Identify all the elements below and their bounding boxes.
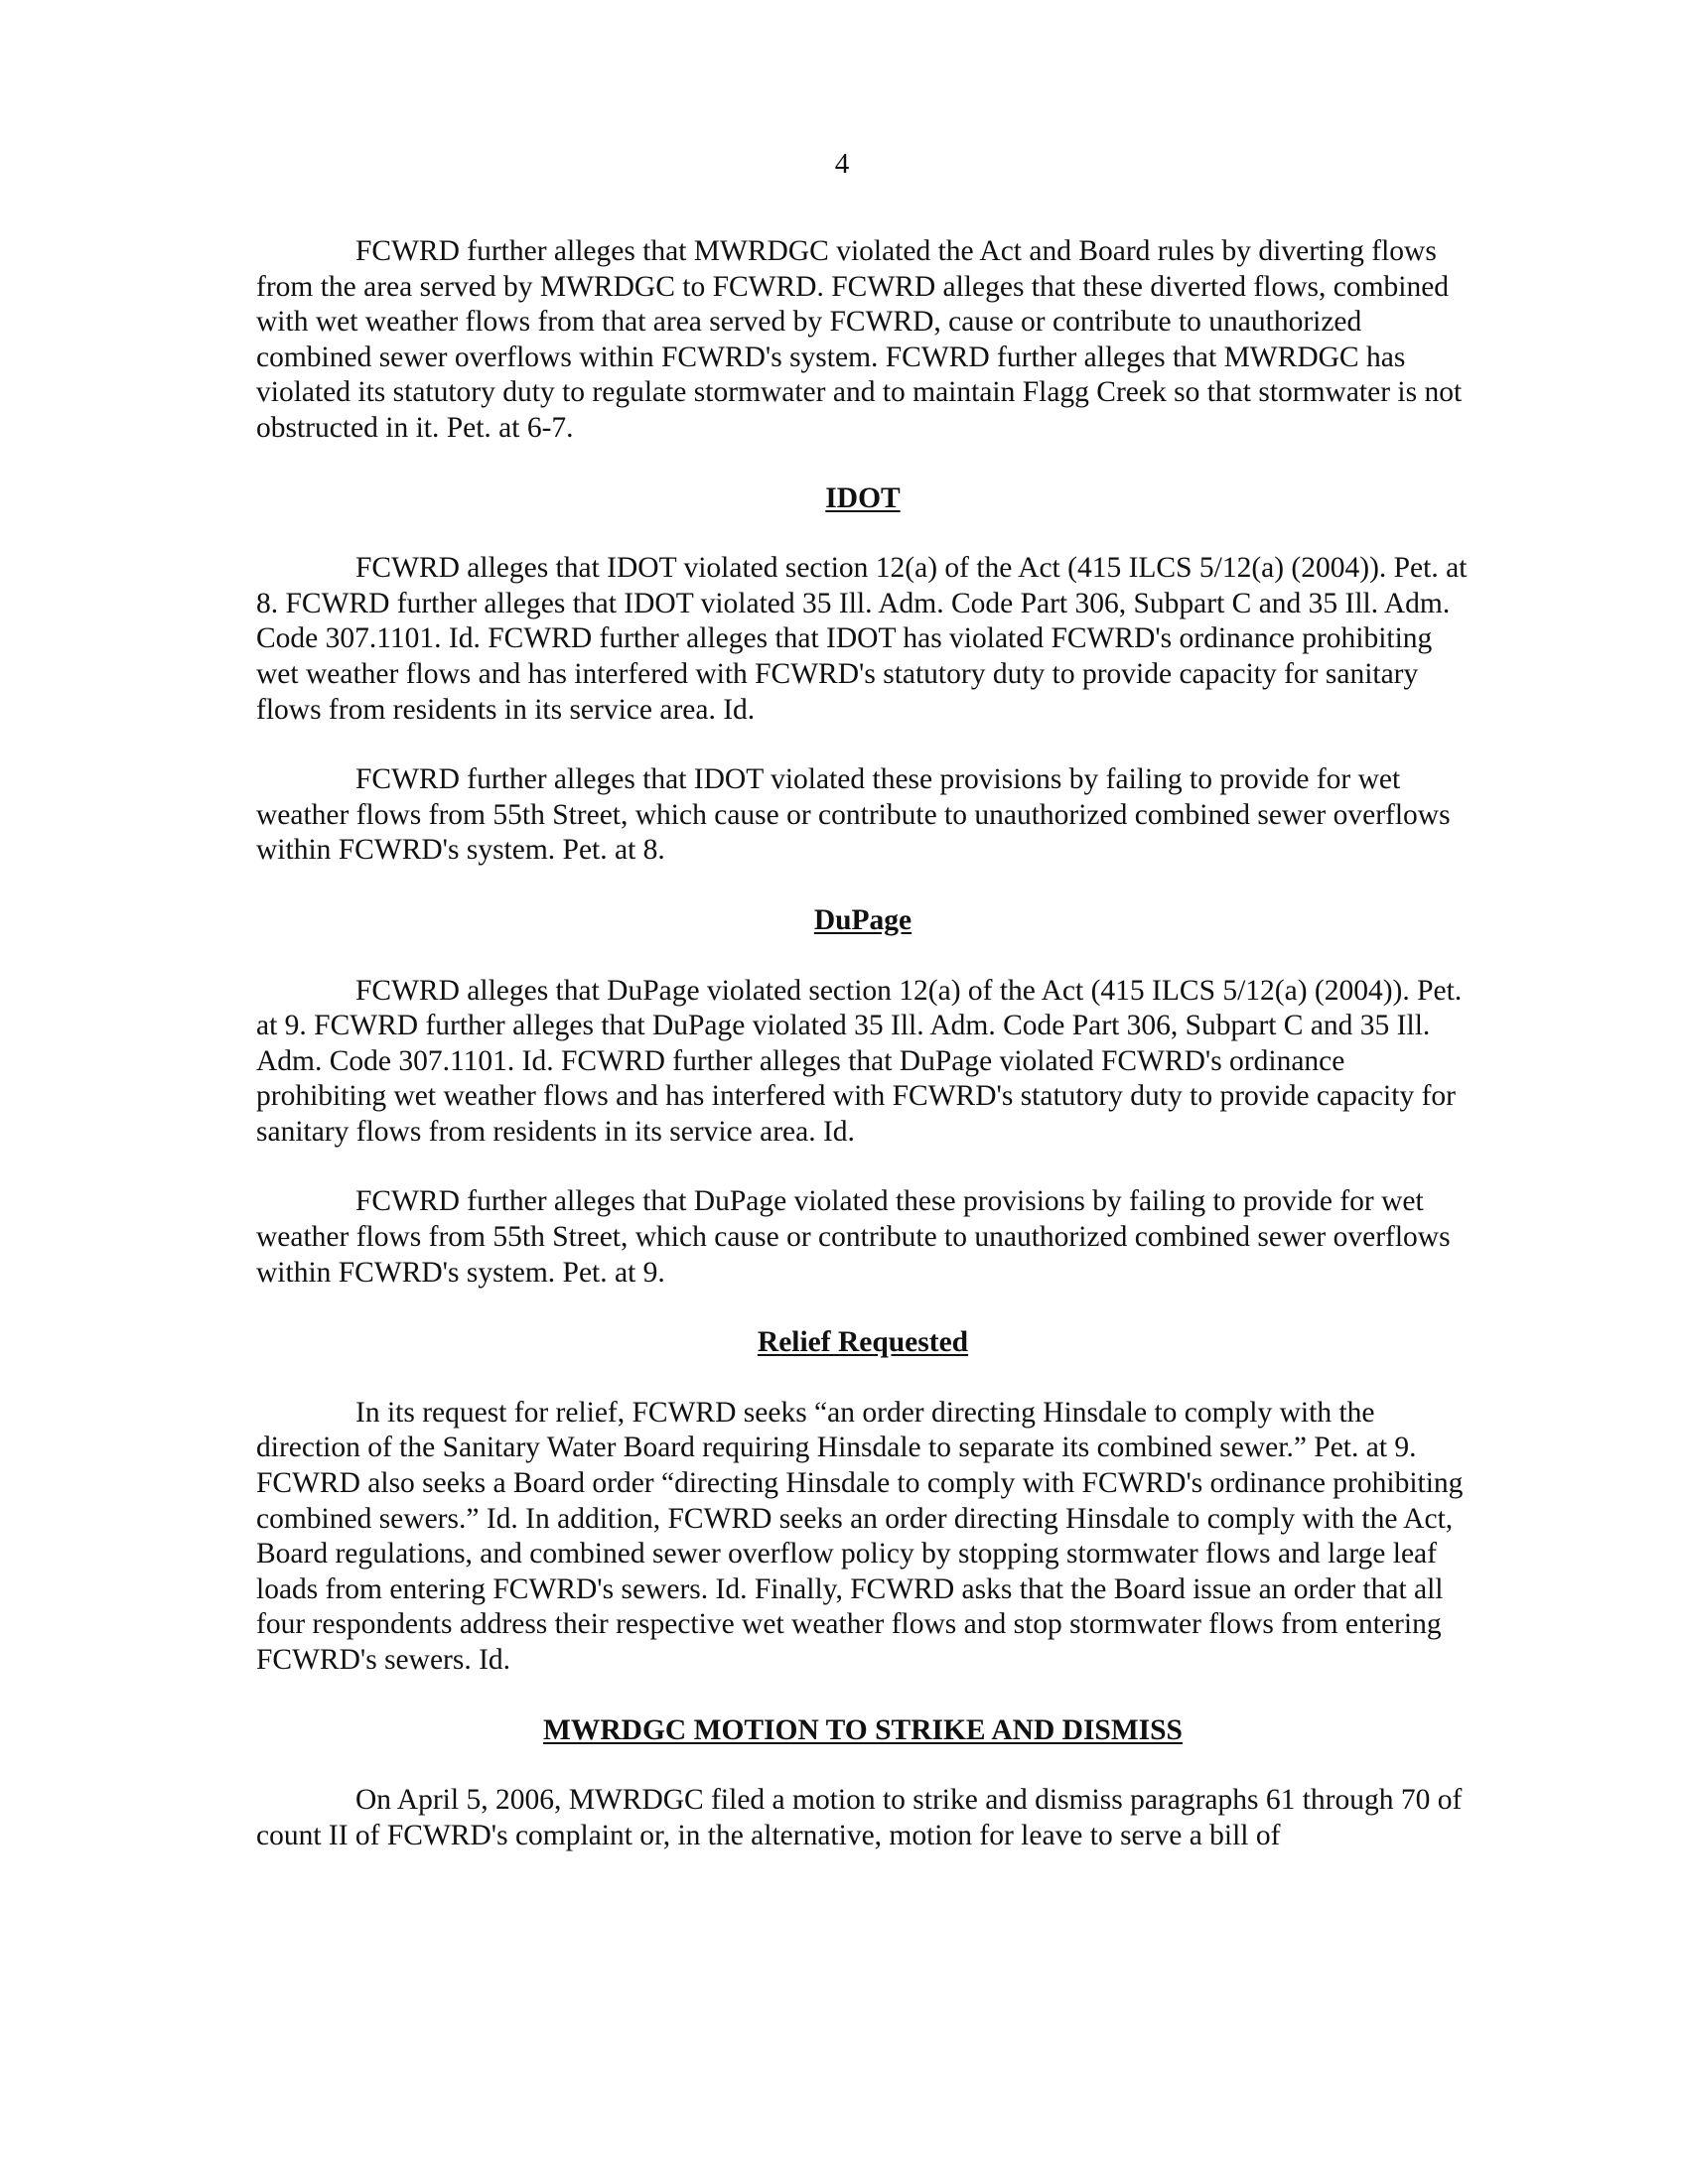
document-body: [256, 234, 1470, 1853]
paragraph-relief-requested: In its request for relief, FCWRD seeks “an order directing Hinsdale to comply with the direction of the Sanitary Water Board requiring Hinsdale to separate its combined sewer.” Pet. at 9. FCWRD also seeks a Board order “directing Hinsdale to comply with FCWRD's ordinance prohibiting combined sewers.” Id. In addition, FCWRD seeks an order directing Hinsdale to comply with the Act, Board regulations, and combined sewer overflow policy by stopping stormwater flows and large leaf loads from entering FCWRD's sewers. Id. Finally, FCWRD asks that the Board issue an order that all four respondents address their respective wet weather flows and stop stormwater flows from entering FCWRD's sewers. Id.: [256, 1396, 1464, 1676]
paragraph-motion-filed: On April 5, 2006, MWRDGC filed a motion to strike and dismiss paragraphs 61 through 70 of count II of FCWRD's complaint or, in the alternative, motion for leave to serve a bill of: [256, 1784, 1463, 1851]
heading-relief-requested: Relief Requested: [757, 1326, 969, 1359]
paragraph-idot-allegations: FCWRD alleges that IDOT violated section 12(a) of the Act (415 ILCS 5/12(a) (2004)). Pet. at 8. FCWRD further alleges that IDOT violated 35 Ill. Adm. Code Part 306, Subpart C and 35 Ill. Adm. Code 307.1101. Id. FCWRD further alleges that IDOT has violated FCWRD's ordinance prohibiting wet weather flows and has interfered with FCWRD's statutory duty to provide capacity for sanitary flows from residents in its service area. Id.: [256, 552, 1468, 726]
heading-dupage: DuPage: [813, 903, 912, 936]
heading-idot: IDOT: [825, 481, 901, 514]
paragraph-idot-provisions: FCWRD further alleges that IDOT violated these provisions by failing to provide for wet weather flows from 55th Street, which cause or contribute to unauthorized combined sewer overflows within FCWRD's system. Pet. at 8.: [256, 763, 1451, 867]
heading-motion-to-strike: MWRDGC MOTION TO STRIKE AND DISMISS: [543, 1713, 1183, 1746]
paragraph-mwrdgc-allegations: FCWRD further alleges that MWRDGC violated the Act and Board rules by diverting flows from the area served by MWRDGC to FCWRD. FCWRD alleges that these diverted flows, combined with wet weather flows from that area served by FCWRD, cause or contribute to unauthorized combined sewer overflows within FCWRD's system. FCWRD further alleges that MWRDGC has violated its statutory duty to regulate stormwater and to maintain Flagg Creek so that stormwater is not obstructed in it. Pet. at 6-7.: [256, 235, 1463, 444]
paragraph-dupage-allegations: FCWRD alleges that DuPage violated section 12(a) of the Act (415 ILCS 5/12(a) (2004)). Pet. at 9. FCWRD further alleges that DuPage violated 35 Ill. Adm. Code Part 306, Subpart C and 35 Ill. Adm. Code 307.1101. Id. FCWRD further alleges that DuPage violated FCWRD's ordinance prohibiting wet weather flows and has interfered with FCWRD's statutory duty to provide capacity for sanitary flows from residents in its service area. Id.: [256, 974, 1463, 1148]
paragraph-dupage-provisions: FCWRD further alleges that DuPage violated these provisions by failing to provide for wet weather flows from 55th Street, which cause or contribute to unauthorized combined sewer overflows within FCWRD's system. Pet. at 9.: [256, 1185, 1451, 1289]
page-number: 4: [834, 148, 850, 180]
